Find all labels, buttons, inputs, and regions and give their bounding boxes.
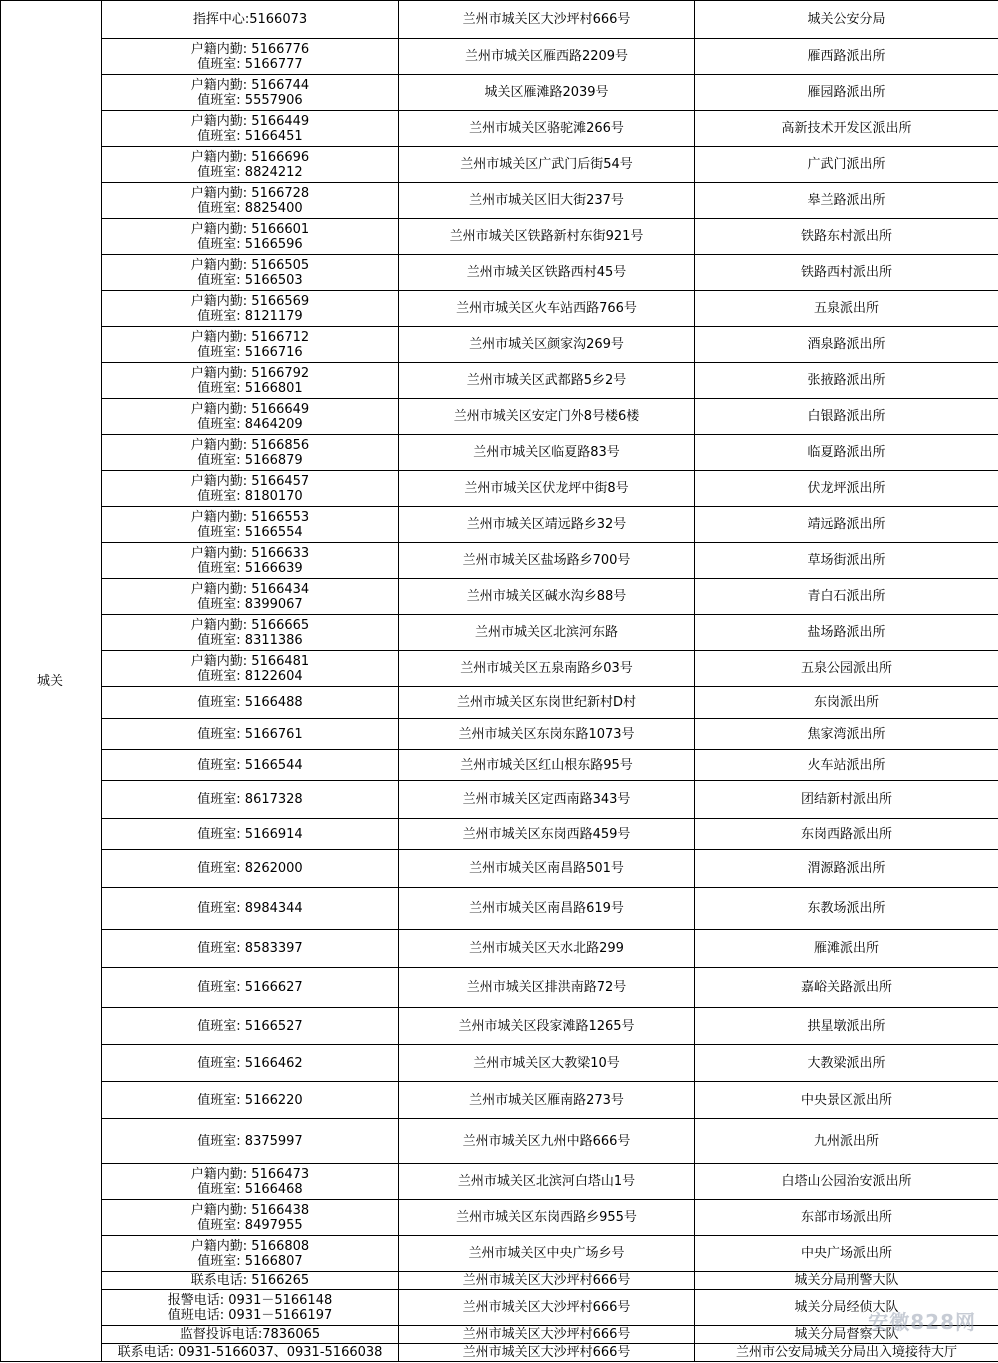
phone-cell: [102, 651, 399, 687]
phone-line: 户籍内勤: 5166473: [190, 1166, 310, 1182]
phone-line: 值班室: 5166488: [197, 695, 303, 710]
table-row: [1, 615, 998, 651]
phone-line: 报警电话: 0931－5166148: [167, 1292, 333, 1308]
phone-line: 户籍内勤: 5166633: [190, 545, 310, 561]
phone-line: 指挥中心:5166073: [192, 12, 308, 27]
address-cell: 兰州市城关区南昌路619号: [399, 888, 695, 930]
phone-cell: [102, 435, 399, 471]
address-cell: 兰州市城关区九州中路666号: [399, 1119, 695, 1164]
phone-line: 值班室: 5166777: [197, 56, 303, 72]
phone-cell: [102, 183, 399, 219]
table-row: [1, 1272, 998, 1290]
table-row: [1, 968, 998, 1008]
unit-name-cell: 临夏路派出所: [695, 435, 998, 471]
unit-name-cell: 东岗派出所: [695, 687, 998, 719]
phone-line: 值班室: 5166451: [197, 128, 303, 144]
phone-cell: [102, 888, 399, 930]
table-row: [1, 507, 998, 543]
table-row: [1, 291, 998, 327]
unit-name-cell: 中央广场派出所: [695, 1236, 998, 1272]
table-row: [1, 183, 998, 219]
phone-line: 户籍内勤: 5166505: [190, 257, 310, 273]
phone-line: 值班室: 5166716: [197, 344, 303, 360]
table-row: [1, 819, 998, 850]
address-cell: 兰州市城关区颜家沟269号: [399, 327, 695, 363]
address-cell: 兰州市城关区东岗东路1073号: [399, 719, 695, 750]
address-cell: 兰州市城关区东岗世纪新村D村: [399, 687, 695, 719]
phone-line: 户籍内勤: 5166712: [190, 329, 310, 345]
unit-name-cell: 雁滩派出所: [695, 930, 998, 968]
phone-line: 户籍内勤: 5166457: [190, 473, 310, 489]
phone-line: 户籍内勤: 5166481: [190, 653, 310, 669]
unit-name-cell: 焦家湾派出所: [695, 719, 998, 750]
phone-line: 户籍内勤: 5166438: [190, 1202, 310, 1218]
table-row: [1, 399, 998, 435]
address-cell: 兰州市城关区雁西路2209号: [399, 39, 695, 75]
unit-name-cell: 雁园路派出所: [695, 75, 998, 111]
phone-cell: [102, 719, 399, 750]
phone-cell: [102, 1290, 399, 1326]
phone-line: 值班室: 5166468: [197, 1181, 303, 1197]
phone-line: 户籍内勤: 5166744: [190, 77, 310, 93]
phone-cell: [102, 1119, 399, 1164]
phone-line: 值班室: 5166627: [197, 980, 303, 995]
phone-cell: [102, 543, 399, 579]
phone-line: 值班室: 5166462: [197, 1055, 303, 1071]
address-cell: 兰州市城关区火车站西路766号: [399, 291, 695, 327]
address-cell: 兰州市城关区碱水沟乡88号: [399, 579, 695, 615]
table-row: [1, 579, 998, 615]
address-cell: 兰州市城关区骆驼滩266号: [399, 111, 695, 147]
table-row: [1, 363, 998, 399]
unit-name-cell: 渭源路派出所: [695, 850, 998, 888]
phone-cell: [102, 1236, 399, 1272]
unit-name-cell: 靖远路派出所: [695, 507, 998, 543]
phone-line: 值班室: 8375997: [197, 1133, 303, 1149]
phone-cell: [102, 75, 399, 111]
address-cell: 兰州市城关区广武门后街54号: [399, 147, 695, 183]
unit-name-cell: 铁路西村派出所: [695, 255, 998, 291]
table-row: [1, 75, 998, 111]
unit-name-cell: 高新技术开发区派出所: [695, 111, 998, 147]
address-cell: 兰州市城关区靖远路乡32号: [399, 507, 695, 543]
table-row: [1, 781, 998, 819]
table-row: [1, 111, 998, 147]
table-row: [1, 147, 998, 183]
phone-line: 值班室: 8121179: [197, 308, 303, 324]
phone-line: 值班室: 5166801: [197, 380, 303, 396]
unit-name-cell: 白塔山公园治安派出所: [695, 1164, 998, 1200]
table-row: [1, 1, 998, 39]
address-cell: 兰州市城关区天水北路299: [399, 930, 695, 968]
address-cell: 兰州市城关区铁路西村45号: [399, 255, 695, 291]
phone-cell: [102, 1045, 399, 1082]
unit-name-cell: 青白石派出所: [695, 579, 998, 615]
phone-line: 户籍内勤: 5166696: [190, 149, 310, 165]
phone-cell: [102, 781, 399, 819]
phone-line: 户籍内勤: 5166569: [190, 293, 310, 309]
phone-line: 联系电话: 0931-5166037、0931-5166038: [117, 1345, 383, 1360]
unit-name-cell: 盐场路派出所: [695, 615, 998, 651]
phone-cell: [102, 1008, 399, 1045]
table-row: [1, 39, 998, 75]
address-cell: 兰州市城关区东岗西路459号: [399, 819, 695, 850]
address-cell: 兰州市城关区武都路5乡2号: [399, 363, 695, 399]
phone-line: 联系电话: 5166265: [190, 1273, 310, 1288]
unit-name-cell: 五泉公园派出所: [695, 651, 998, 687]
phone-line: 户籍内勤: 5166792: [190, 365, 310, 381]
phone-line: 户籍内勤: 5166665: [190, 617, 310, 633]
phone-cell: [102, 471, 399, 507]
phone-cell: [102, 1, 399, 39]
address-cell: 兰州市城关区段家滩路1265号: [399, 1008, 695, 1045]
phone-cell: [102, 930, 399, 968]
address-cell: 兰州市城关区定西南路343号: [399, 781, 695, 819]
address-cell: 兰州市城关区排洪南路72号: [399, 968, 695, 1008]
phone-line: 值班室: 8825400: [197, 200, 303, 216]
address-cell: 兰州市城关区北滨河白塔山1号: [399, 1164, 695, 1200]
table-row: [1, 719, 998, 750]
phone-line: 户籍内勤: 5166553: [190, 509, 310, 525]
unit-name-cell: 雁西路派出所: [695, 39, 998, 75]
unit-name-cell: 兰州市公安局城关分局出入境接待大厅: [695, 1344, 998, 1362]
address-cell: 兰州市城关区大沙坪村666号: [399, 1, 695, 39]
phone-line: 值班室: 8399067: [197, 596, 303, 612]
address-cell: 兰州市城关区铁路新村东街921号: [399, 219, 695, 255]
table-row: [1, 888, 998, 930]
address-cell: 兰州市城关区大沙坪村666号: [399, 1344, 695, 1362]
unit-name-cell: 皋兰路派出所: [695, 183, 998, 219]
unit-name-cell: 中央景区派出所: [695, 1082, 998, 1119]
phone-line: 值班室: 5166761: [197, 726, 303, 742]
phone-line: 值班室: 5166596: [197, 236, 303, 252]
table-row: [1, 435, 998, 471]
phone-cell: [102, 687, 399, 719]
phone-line: 值班室: 5166807: [197, 1253, 303, 1269]
table-row: [1, 1326, 998, 1344]
phone-cell: [102, 579, 399, 615]
address-cell: 城关区雁滩路2039号: [399, 75, 695, 111]
phone-cell: [102, 111, 399, 147]
unit-name-cell: 广武门派出所: [695, 147, 998, 183]
phone-cell: [102, 1082, 399, 1119]
phone-line: 户籍内勤: 5166449: [190, 113, 310, 129]
address-cell: 兰州市城关区北滨河东路: [399, 615, 695, 651]
table-row: [1, 1290, 998, 1326]
phone-cell: [102, 219, 399, 255]
watermark-logo: 安徽828网: [868, 1310, 976, 1334]
phone-line: 值班室: 8122604: [197, 668, 303, 684]
table-row: [1, 219, 998, 255]
address-cell: 兰州市城关区临夏路83号: [399, 435, 695, 471]
phone-line: 值班室: 5166639: [197, 560, 303, 576]
phone-line: 户籍内勤: 5166776: [190, 41, 310, 57]
phone-cell: [102, 1326, 399, 1344]
phone-cell: [102, 507, 399, 543]
address-cell: 兰州市城关区五泉南路乡03号: [399, 651, 695, 687]
phone-line: 值班室: 8311386: [197, 632, 303, 648]
phone-cell: [102, 39, 399, 75]
phone-line: 值班室: 5166554: [197, 524, 303, 540]
address-cell: 兰州市城关区雁南路273号: [399, 1082, 695, 1119]
unit-name-cell: 拱星墩派出所: [695, 1008, 998, 1045]
phone-cell: [102, 1272, 399, 1290]
unit-name-cell: 九州派出所: [695, 1119, 998, 1164]
phone-cell: [102, 147, 399, 183]
unit-name-cell: 城关公安分局: [695, 1, 998, 39]
table-row: [1, 930, 998, 968]
table-row: [1, 750, 998, 781]
phone-line: 值班电话: 0931－5166197: [167, 1307, 333, 1323]
phone-cell: [102, 1200, 399, 1236]
unit-name-cell: 嘉峪关路派出所: [695, 968, 998, 1008]
unit-name-cell: 张掖路派出所: [695, 363, 998, 399]
table-row: [1, 1236, 998, 1272]
table-row: [1, 1045, 998, 1082]
table-row: [1, 1344, 998, 1362]
phone-cell: [102, 1164, 399, 1200]
phone-line: 户籍内勤: 5166649: [190, 401, 310, 417]
phone-cell: [102, 750, 399, 781]
unit-name-cell: 城关分局经侦大队: [695, 1290, 998, 1326]
phone-line: 值班室: 5557906: [197, 92, 303, 108]
phone-cell: [102, 615, 399, 651]
table-row: [1, 687, 998, 719]
table-row: [1, 651, 998, 687]
address-cell: 兰州市城关区东岗西路乡955号: [399, 1200, 695, 1236]
phone-line: 户籍内勤: 5166434: [190, 581, 310, 597]
unit-name-cell: 五泉派出所: [695, 291, 998, 327]
table-row: [1, 1082, 998, 1119]
phone-line: 值班室: 8583397: [197, 941, 303, 956]
table-row: [1, 1008, 998, 1045]
address-cell: 兰州市城关区南昌路501号: [399, 850, 695, 888]
phone-line: 户籍内勤: 5166728: [190, 185, 310, 201]
table-row: [1, 1164, 998, 1200]
address-cell: 兰州市城关区伏龙坪中街8号: [399, 471, 695, 507]
address-cell: 兰州市城关区大沙坪村666号: [399, 1272, 695, 1290]
table-row: [1, 543, 998, 579]
phone-line: 值班室: 8262000: [197, 861, 303, 876]
phone-line: 户籍内勤: 5166856: [190, 437, 310, 453]
phone-line: 值班室: 5166914: [197, 826, 303, 842]
address-cell: 兰州市城关区盐场路乡700号: [399, 543, 695, 579]
phone-line: 户籍内勤: 5166808: [190, 1238, 310, 1254]
phone-cell: [102, 968, 399, 1008]
phone-line: 值班室: 8180170: [197, 488, 303, 504]
phone-line: 值班室: 5166503: [197, 272, 303, 288]
district-cell: 城关: [1, 1, 102, 1362]
unit-name-cell: 东岗西路派出所: [695, 819, 998, 850]
table-row: [1, 1119, 998, 1164]
unit-name-cell: 东部市场派出所: [695, 1200, 998, 1236]
unit-name-cell: 团结新村派出所: [695, 781, 998, 819]
phone-cell: [102, 327, 399, 363]
address-cell: 兰州市城关区旧大街237号: [399, 183, 695, 219]
table-row: [1, 471, 998, 507]
phone-line: 值班室: 8984344: [197, 901, 303, 916]
phone-line: 值班室: 5166544: [197, 757, 303, 773]
address-cell: 兰州市城关区红山根东路95号: [399, 750, 695, 781]
table-body: [1, 1, 998, 1362]
unit-name-cell: 酒泉路派出所: [695, 327, 998, 363]
table-row: [1, 255, 998, 291]
phone-cell: [102, 255, 399, 291]
unit-name-cell: 城关分局刑警大队: [695, 1272, 998, 1290]
address-cell: 兰州市城关区大沙坪村666号: [399, 1290, 695, 1326]
address-cell: 兰州市城关区中央广场乡号: [399, 1236, 695, 1272]
phone-line: 值班室: 5166527: [197, 1018, 303, 1034]
address-cell: 兰州市城关区大沙坪村666号: [399, 1326, 695, 1344]
table-row: [1, 1200, 998, 1236]
phone-line: 监督投诉电话:7836065: [179, 1327, 321, 1342]
phone-cell: [102, 850, 399, 888]
table-row: [1, 327, 998, 363]
phone-line: 值班室: 8824212: [197, 164, 303, 180]
phone-cell: [102, 819, 399, 850]
unit-name-cell: 铁路东村派出所: [695, 219, 998, 255]
unit-name-cell: 东教场派出所: [695, 888, 998, 930]
phone-line: 值班室: 5166220: [197, 1092, 303, 1108]
phone-line: 户籍内勤: 5166601: [190, 221, 310, 237]
phone-line: 值班室: 8497955: [197, 1217, 303, 1233]
unit-name-cell: 草场街派出所: [695, 543, 998, 579]
phone-cell: [102, 363, 399, 399]
phone-cell: [102, 1344, 399, 1362]
phone-line: 值班室: 8464209: [197, 416, 303, 432]
table-row: [1, 850, 998, 888]
unit-name-cell: 火车站派出所: [695, 750, 998, 781]
unit-name-cell: 伏龙坪派出所: [695, 471, 998, 507]
unit-name-cell: 城关分局督察大队: [695, 1326, 998, 1344]
unit-name-cell: 白银路派出所: [695, 399, 998, 435]
unit-name-cell: 大教梁派出所: [695, 1045, 998, 1082]
phone-cell: [102, 399, 399, 435]
phone-line: 值班室: 8617328: [197, 792, 303, 807]
address-cell: 兰州市城关区大教梁10号: [399, 1045, 695, 1082]
phone-line: 值班室: 5166879: [197, 452, 303, 468]
address-cell: 兰州市城关区安定门外8号楼6楼: [399, 399, 695, 435]
phone-cell: [102, 291, 399, 327]
